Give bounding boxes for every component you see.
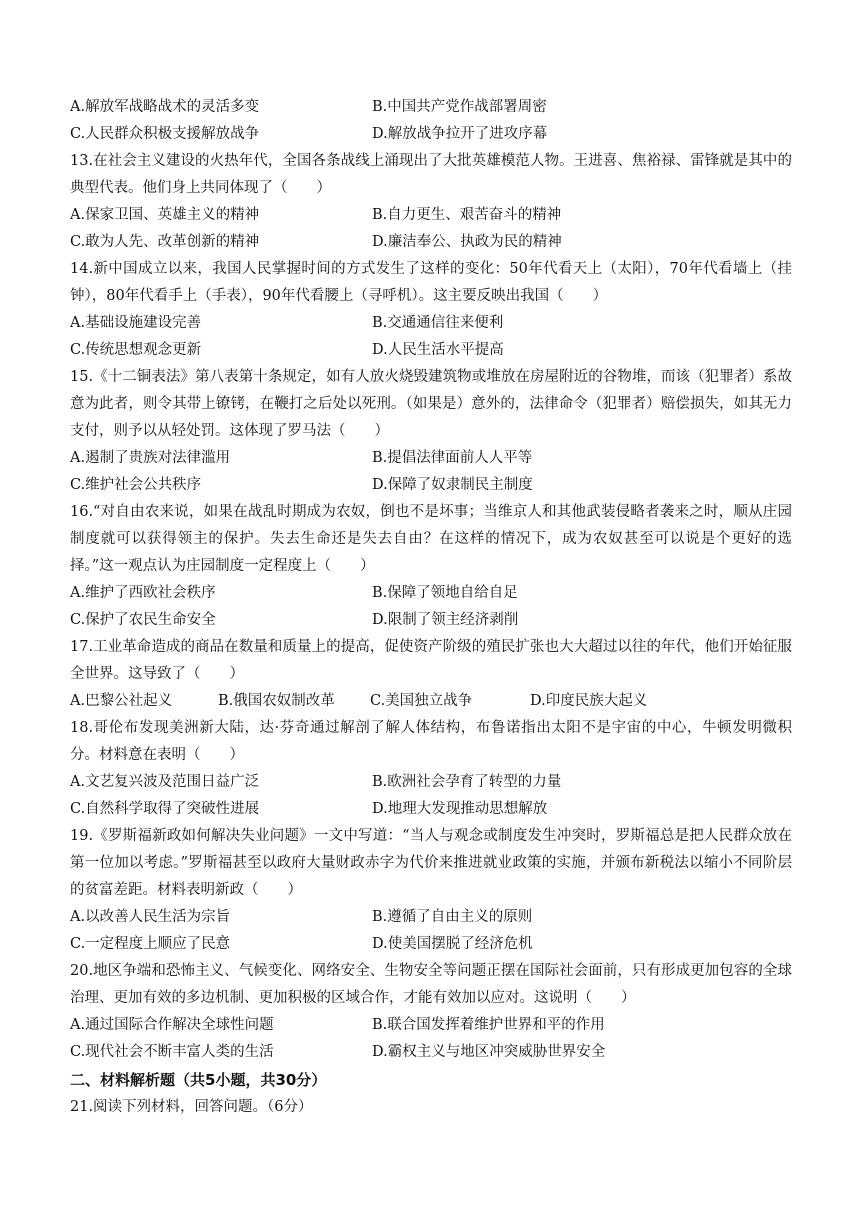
- option-b: B.交通通信往来便利: [372, 315, 504, 331]
- question-16-options: [70, 580, 792, 634]
- option-d: D.保障了奴隶制民主制度: [372, 477, 533, 493]
- question-13: [70, 148, 792, 256]
- question-18: [70, 715, 792, 823]
- question-14-text: 14.新中国成立以来，我国人民掌握时间的方式发生了这样的变化：50年代看天上（太阳），70年代看墙上（挂钟），80年代看手上（手表），90年代看腰上（寻呼机）。这主要反映出我国（ ）: [70, 261, 792, 304]
- option-b: B.遵循了自由主义的原则: [372, 909, 533, 925]
- option-c: C.现代社会不断丰富人类的生活: [70, 1044, 274, 1060]
- question-16-text: 16.“对自由农来说，如果在战乱时期成为农奴，倒也不是坏事；当维京人和其他武装侵略者袭来之时，顺从庄园制度就可以获得领主的保护。失去生命还是失去自由？在这样的情况下，成为农奴甚至可以说是个更好的选择。”这一观点认为庄园制度一定程度上（ ）: [70, 504, 792, 574]
- option-c: C.传统思想观念更新: [70, 342, 202, 358]
- question-19-options: [70, 904, 792, 958]
- question-15-options: [70, 445, 792, 499]
- option-d: D.解放战争拉开了进攻序幕: [372, 126, 548, 142]
- option-c: C.美国独立战争: [370, 693, 473, 709]
- question-20-text: 20.地区争端和恐怖主义、气候变化、网络安全、生物安全等问题正摆在国际社会面前，只有形成更加包容的全球治理、更加有效的多边机制、更加积极的区域合作，才能有效加以应对。这说明（ ）: [70, 963, 792, 1006]
- option-b: B.俄国农奴制改革: [218, 693, 335, 709]
- option-d: D.廉洁奉公、执政为民的精神: [372, 234, 562, 250]
- option-a: A.解放军战略战术的灵活多变: [70, 99, 260, 115]
- option-c: C.人民群众积极支援解放战争: [70, 126, 260, 142]
- option-a: A.以改善人民生活为宗旨: [70, 909, 231, 925]
- option-c: C.自然科学取得了突破性进展: [70, 801, 260, 817]
- question-13-text: 13.在社会主义建设的火热年代，全国各条战线上涌现出了大批英雄模范人物。王进喜、焦裕禄、雷锋就是其中的典型代表。他们身上共同体现了（ ）: [70, 153, 792, 196]
- question-20-options: [70, 1012, 792, 1066]
- question-19: [70, 823, 792, 958]
- option-a: A.巴黎公社起义: [70, 693, 173, 709]
- option-a: A.保家卫国、英雄主义的精神: [70, 207, 260, 223]
- option-c: C.一定程度上顺应了民意: [70, 936, 231, 952]
- option-d: D.限制了领主经济剥削: [372, 612, 519, 628]
- question-14: [70, 256, 792, 364]
- exam-content: [70, 94, 792, 1121]
- option-b: B.欧洲社会孕育了转型的力量: [372, 774, 562, 790]
- question-15: [70, 364, 792, 499]
- option-d: D.印度民族大起义: [530, 693, 648, 709]
- option-d: D.人民生活水平提高: [372, 342, 504, 358]
- question-15-text: 15.《十二铜表法》第八表第十条规定，如有人放火烧毁建筑物或堆放在房屋附近的谷物堆，而该（犯罪者）系故意为此者，则令其带上镣铐，在鞭打之后处以死刑。（如果是）意外的，法律命令（犯罪者）赔偿损失，如其无力支付，则予以从轻处罚。这体现了罗马法（ ）: [70, 369, 792, 439]
- question-14-options: [70, 310, 792, 364]
- option-a: A.遏制了贵族对法律滥用: [70, 450, 231, 466]
- question-16: [70, 499, 792, 634]
- option-c: C.敢为人先、改革创新的精神: [70, 234, 260, 250]
- option-a: A.维护了西欧社会秩序: [70, 585, 216, 601]
- question-13-options: [70, 202, 792, 256]
- option-b: B.保障了领地自给自足: [372, 585, 518, 601]
- option-c: C.保护了农民生命安全: [70, 612, 216, 628]
- question-17: [70, 634, 792, 715]
- question-18-options: [70, 769, 792, 823]
- option-a: A.基础设施建设完善: [70, 315, 202, 331]
- option-b: B.自力更生、艰苦奋斗的精神: [372, 207, 562, 223]
- option-a: A.通过国际合作解决全球性问题: [70, 1017, 274, 1033]
- question-17-text: 17.工业革命造成的商品在数量和质量上的提高，促使资产阶级的殖民扩张也大大超过以往的年代，他们开始征服全世界。这导致了（ ）: [70, 639, 792, 682]
- question-19-text: 19.《罗斯福新政如何解决失业问题》一文中写道：“当人与观念或制度发生冲突时，罗斯福总是把人民群众放在第一位加以考虑。”罗斯福甚至以政府大量财政赤字为代价来推进就业政策的实施，并颁布新税法以缩小不同阶层的贫富差距。材料表明新政（ ）: [70, 828, 792, 898]
- option-d: D.霸权主义与地区冲突威胁世界安全: [372, 1044, 606, 1060]
- option-b: B.联合国发挥着维护世界和平的作用: [372, 1017, 605, 1033]
- question-17-options: [70, 688, 792, 715]
- question-12-options: [70, 94, 792, 148]
- section-heading: 二、材料解析题（共5小题，共30分）: [70, 1071, 327, 1089]
- question-21-text: 21.阅读下列材料，回答问题。（6分）: [70, 1099, 313, 1115]
- option-c: C.维护社会公共秩序: [70, 477, 202, 493]
- option-d: D.地理大发现推动思想解放: [372, 801, 548, 817]
- question-18-text: 18.哥伦布发现美洲新大陆，达·芬奇通过解剖了解人体结构，布鲁诺指出太阳不是宇宙的中心，牛顿发明微积分。材料意在表明（ ）: [70, 720, 792, 763]
- question-20: [70, 958, 792, 1066]
- option-b: B.中国共产党作战部署周密: [372, 99, 547, 115]
- option-b: B.提倡法律面前人人平等: [372, 450, 533, 466]
- option-a: A.文艺复兴波及范围日益广泛: [70, 774, 260, 790]
- option-d: D.使美国摆脱了经济危机: [372, 936, 533, 952]
